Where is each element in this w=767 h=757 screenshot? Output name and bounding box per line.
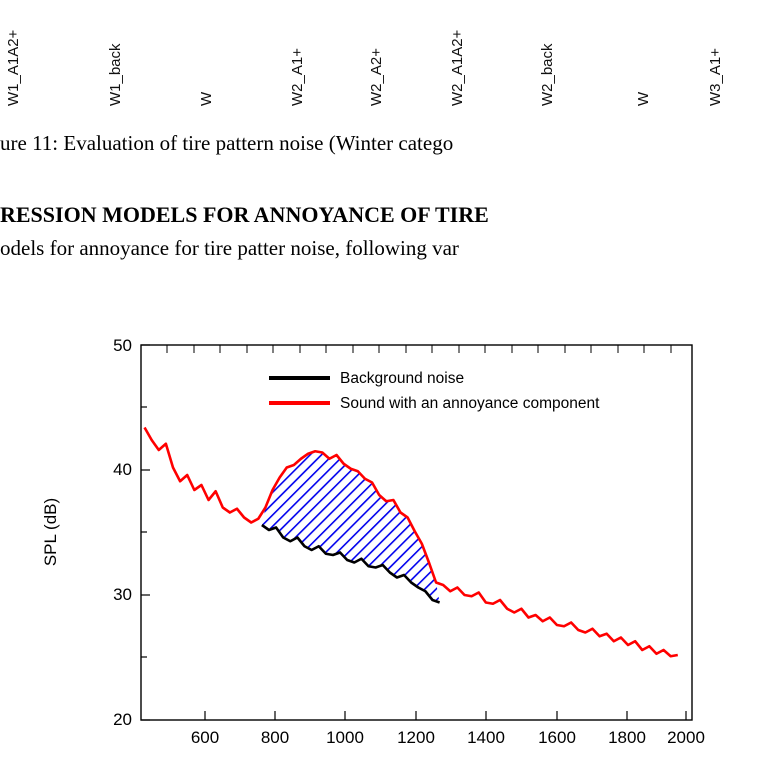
axis-tick-label: W2_A2+ bbox=[368, 48, 385, 106]
x-tick-label-1200: 1200 bbox=[397, 728, 435, 747]
spl-spectrum-chart bbox=[0, 300, 767, 757]
axis-tick-label: W bbox=[198, 91, 215, 106]
y-tick-label-50: 50 bbox=[113, 336, 132, 355]
x-tick-label-1400: 1400 bbox=[467, 728, 505, 747]
axis-tick-label: W2_back bbox=[539, 43, 556, 106]
y-axis-title: SPL (dB) bbox=[41, 497, 60, 567]
axis-tick-label: W bbox=[635, 91, 652, 106]
axis-tick-label: W1_A1A2+ bbox=[5, 29, 22, 106]
chart-top-axis-labels bbox=[0, 0, 767, 120]
axis-tick-label: W1_back bbox=[107, 43, 124, 106]
section-paragraph: odels for annoyance for tire patter noise, following var bbox=[0, 236, 459, 260]
y-tick-label-40: 40 bbox=[113, 460, 132, 479]
x-tick-label-1800: 1800 bbox=[608, 728, 646, 747]
legend-label-background-noise: Background noise bbox=[340, 370, 465, 387]
legend-label-annoyance-sound: Sound with an annoyance component bbox=[340, 395, 600, 412]
axis-tick-label: W2_A1A2+ bbox=[449, 29, 466, 106]
x-tick-label-600: 600 bbox=[190, 728, 220, 747]
figure-caption: ure 11: Evaluation of tire pattern noise (Winter catego bbox=[0, 131, 454, 155]
axis-tick-label: W3_A1+ bbox=[707, 48, 724, 106]
y-tick-label-30: 30 bbox=[113, 585, 132, 604]
x-tick-label-1600: 1600 bbox=[538, 728, 576, 747]
x-tick-label-2000: 2000 bbox=[667, 728, 705, 747]
x-tick-label-1000: 1000 bbox=[326, 728, 364, 747]
section-heading: RESSION MODELS FOR ANNOYANCE OF TIRE bbox=[0, 202, 489, 227]
y-tick-label-20: 20 bbox=[113, 710, 132, 729]
x-tick-label-800: 800 bbox=[260, 728, 290, 747]
axis-tick-label: W2_A1+ bbox=[289, 48, 306, 106]
